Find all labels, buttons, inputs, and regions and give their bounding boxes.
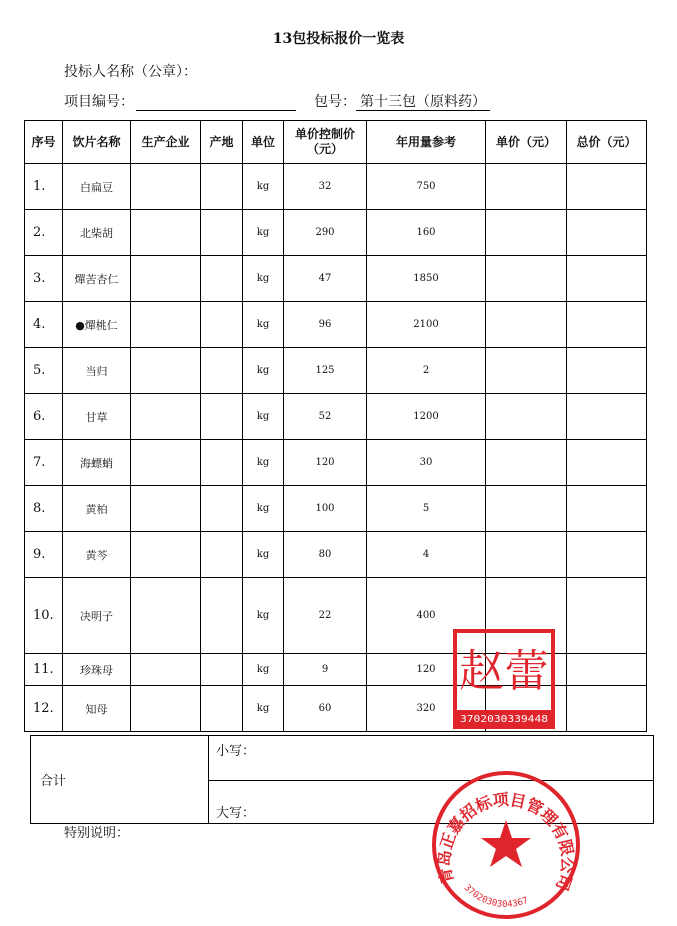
row-origin[interactable] (201, 578, 243, 654)
row-index: 10. (25, 578, 63, 654)
row-unit-price[interactable] (486, 532, 567, 578)
row-ceiling-price: 290 (284, 210, 367, 256)
table-row (25, 532, 647, 578)
row-origin[interactable] (201, 210, 243, 256)
row-total-price[interactable] (567, 394, 647, 440)
row-total-price[interactable] (567, 256, 647, 302)
row-index: 5. (25, 348, 63, 394)
row-name: ●燀桃仁 (63, 302, 131, 348)
row-unit-price[interactable] (486, 210, 567, 256)
row-index: 2. (25, 210, 63, 256)
row-manufacturer[interactable] (131, 394, 201, 440)
name-seal-text: 赵蕾 (459, 646, 549, 697)
row-manufacturer[interactable] (131, 210, 201, 256)
row-annual-qty: 4 (367, 532, 486, 578)
row-index: 9. (25, 532, 63, 578)
row-total-price[interactable] (567, 302, 647, 348)
row-unit: kg (243, 686, 284, 732)
row-name: 珍珠母 (63, 654, 131, 686)
row-name: 海螵蛸 (63, 440, 131, 486)
row-total-price[interactable] (567, 164, 647, 210)
package-value: 第十三包（原料药） (356, 94, 490, 111)
header-annual-qty: 年用量参考 (367, 121, 486, 164)
table-row (25, 486, 647, 532)
row-unit-price[interactable] (486, 394, 567, 440)
row-origin[interactable] (201, 486, 243, 532)
header-index: 序号 (25, 121, 63, 164)
header-ceiling-price: 单价控制价（元） (284, 121, 367, 164)
row-origin[interactable] (201, 654, 243, 686)
company-seal-number: 3702030304367 (461, 883, 530, 911)
row-total-price[interactable] (567, 210, 647, 256)
project-number-label: 项目编号： (64, 94, 134, 110)
header-unit: 单位 (243, 121, 284, 164)
row-annual-qty: 120 (367, 654, 486, 686)
row-name: 黄柏 (63, 486, 131, 532)
row-ceiling-price: 120 (284, 440, 367, 486)
package-label: 包号： (314, 94, 356, 110)
document-title: 13包投标报价一览表 (272, 31, 405, 47)
row-unit: kg (243, 654, 284, 686)
table-row (25, 164, 647, 210)
upper-amount-label: 大写： (216, 806, 256, 821)
row-index: 1. (25, 164, 63, 210)
row-name: 北柴胡 (63, 210, 131, 256)
company-seal (426, 770, 586, 920)
row-index: 8. (25, 486, 63, 532)
row-unit-price[interactable] (486, 348, 567, 394)
company-seal-star (481, 820, 531, 867)
row-ceiling-price: 80 (284, 532, 367, 578)
row-ceiling-price: 22 (284, 578, 367, 654)
row-unit: kg (243, 394, 284, 440)
row-manufacturer[interactable] (131, 486, 201, 532)
row-unit: kg (243, 440, 284, 486)
row-index: 12. (25, 686, 63, 732)
row-total-price[interactable] (567, 654, 647, 686)
row-ceiling-price: 32 (284, 164, 367, 210)
row-origin[interactable] (201, 256, 243, 302)
row-unit: kg (243, 210, 284, 256)
row-manufacturer[interactable] (131, 302, 201, 348)
row-index: 7. (25, 440, 63, 486)
table-row (25, 394, 647, 440)
row-unit: kg (243, 302, 284, 348)
row-manufacturer[interactable] (131, 348, 201, 394)
header-unit-price: 单价（元） (486, 121, 567, 164)
row-unit-price[interactable] (486, 302, 567, 348)
row-total-price[interactable] (567, 486, 647, 532)
row-ceiling-price: 125 (284, 348, 367, 394)
table-row (25, 348, 647, 394)
row-name: 甘草 (63, 394, 131, 440)
row-total-price[interactable] (567, 686, 647, 732)
row-annual-qty: 2 (367, 348, 486, 394)
remark-label: 特别说明： (64, 826, 130, 841)
company-seal-text: 青岛正嘉招标项目管理有限公司 (434, 789, 578, 894)
row-unit-price[interactable] (486, 256, 567, 302)
header-manufacturer: 生产企业 (131, 121, 201, 164)
row-manufacturer[interactable] (131, 578, 201, 654)
row-origin[interactable] (201, 348, 243, 394)
row-manufacturer[interactable] (131, 686, 201, 732)
row-origin[interactable] (201, 440, 243, 486)
row-ceiling-price: 60 (284, 686, 367, 732)
row-manufacturer[interactable] (131, 164, 201, 210)
row-unit-price[interactable] (486, 486, 567, 532)
table-row (25, 210, 647, 256)
row-name: 燀苦杏仁 (63, 256, 131, 302)
row-unit: kg (243, 348, 284, 394)
row-index: 6. (25, 394, 63, 440)
row-name: 白扁豆 (63, 164, 131, 210)
table-row (25, 256, 647, 302)
row-ceiling-price: 9 (284, 654, 367, 686)
row-unit: kg (243, 486, 284, 532)
row-annual-qty: 750 (367, 164, 486, 210)
row-name: 当归 (63, 348, 131, 394)
row-manufacturer[interactable] (131, 532, 201, 578)
name-seal-number: 3702030339448 (460, 714, 548, 725)
row-annual-qty: 5 (367, 486, 486, 532)
row-manufacturer[interactable] (131, 440, 201, 486)
row-unit-price[interactable] (486, 440, 567, 486)
row-name: 黄芩 (63, 532, 131, 578)
row-annual-qty: 1850 (367, 256, 486, 302)
header-origin: 产地 (201, 121, 243, 164)
row-annual-qty: 320 (367, 686, 486, 732)
row-annual-qty: 30 (367, 440, 486, 486)
row-index: 3. (25, 256, 63, 302)
row-name: 决明子 (63, 578, 131, 654)
table-row (25, 302, 647, 348)
row-index: 11. (25, 654, 63, 686)
row-origin[interactable] (201, 302, 243, 348)
header-name: 饮片名称 (63, 121, 131, 164)
row-origin[interactable] (201, 686, 243, 732)
row-annual-qty: 1200 (367, 394, 486, 440)
table-header-row (25, 121, 647, 164)
row-annual-qty: 2100 (367, 302, 486, 348)
row-ceiling-price: 52 (284, 394, 367, 440)
row-unit: kg (243, 164, 284, 210)
row-name: 知母 (63, 686, 131, 732)
row-annual-qty: 400 (367, 578, 486, 654)
row-manufacturer[interactable] (131, 654, 201, 686)
name-seal (452, 628, 556, 730)
row-origin[interactable] (201, 532, 243, 578)
row-origin[interactable] (201, 164, 243, 210)
row-ceiling-price: 96 (284, 302, 367, 348)
row-origin[interactable] (201, 394, 243, 440)
row-manufacturer[interactable] (131, 256, 201, 302)
table-row (25, 440, 647, 486)
row-total-price[interactable] (567, 532, 647, 578)
row-ceiling-price: 47 (284, 256, 367, 302)
row-unit: kg (243, 256, 284, 302)
row-total-price[interactable] (567, 440, 647, 486)
row-ceiling-price: 100 (284, 486, 367, 532)
project-line (64, 91, 490, 111)
project-number-blank (136, 96, 296, 111)
row-total-price[interactable] (567, 578, 647, 654)
header-total-price: 总价（元） (567, 121, 647, 164)
row-unit: kg (243, 578, 284, 654)
row-annual-qty: 160 (367, 210, 486, 256)
row-total-price[interactable] (567, 348, 647, 394)
row-index: 4. (25, 302, 63, 348)
row-unit: kg (243, 532, 284, 578)
total-label: 合计 (31, 736, 209, 824)
bidder-name-label: 投标人名称（公章）： (64, 64, 197, 80)
lower-amount-label: 小写： (216, 744, 256, 759)
row-unit-price[interactable] (486, 164, 567, 210)
